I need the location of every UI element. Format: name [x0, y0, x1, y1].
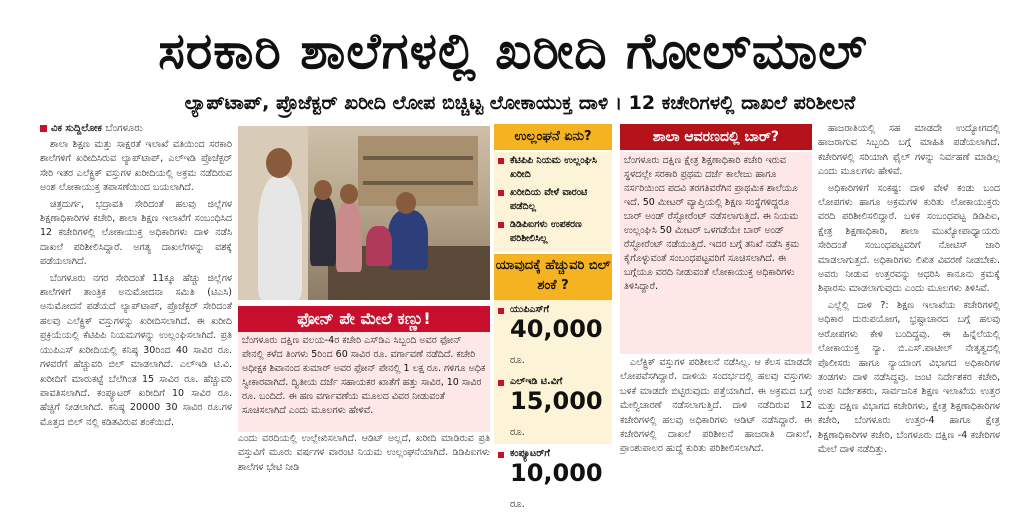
paragraph: ಬೆಂಗಳೂರು ನಗರ ಸೇರಿದಂತೆ 11ಕ್ಕೂ ಹೆಚ್ಚು ಜಿಲ್ಲೆಗಳ ಶಾಲೆಗಳಿಗೆ ತಾಂತ್ರಿಕ ಅನುಮೋದನಾ ಸಮಿತಿ (ಟಿಎಸಿ) ಅನುಮೋದನೆ ಪಡೆಯದೆ ಲ್ಯಾಪ್‌ಟಾಪ್, ಪ್ರೊಜೆಕ್ಟರ್ ಸೇರಿದಂತೆ ಹಲವು ಎಲೆಕ್ಟ್ರಿಕ್ ವಸ್ತುಗಳನ್ನು ಖರೀದಿಸಲಾಗಿದೆ. ಈ ಖರೀದಿ ಪ್ರಕ್ರಿಯೆಯಲ್ಲಿ ಕೆಟಿಪಿಪಿ ನಿಯಮಗಳನ್ನು ಉಲ್ಲಂಘಿಸಲಾಗಿದೆ. ಪ್ರತಿ ಯುಪಿಎಸ್ ಖರೀದಿಯಲ್ಲಿ ಕನಿಷ್ಠ 30ರಿಂದ 40 ಸಾವಿರ ರೂ. ಗಳವರೆಗೆ ಹೆಚ್ಚುವರಿ ಬಿಲ್ ಮಾಡಲಾಗಿದೆ. ಎಲ್‌ಇಡಿ ಟಿ.ವಿ. ಖರೀದಿಗೆ ಮಾರುಕಟ್ಟೆ ಬೆಲೆಗಿಂತ 15 ಸಾವಿರ ರೂ. ಹೆಚ್ಚುವರಿ ಪಾವತಿಸಲಾಗಿದೆ. ಕಂಪ್ಯೂಟರ್ ಖರೀದಿಗೆ 10 ಸಾವಿರ ರೂ. ಹೆಚ್ಚಿಗೆ ನೀಡಲಾಗಿದೆ. ಕನಿಷ್ಠ 20000 30 ಸಾವಿರ ರೂ.ಗಳ ಮೊತ್ತದ ಬಿಲ್ ನಲ್ಲಿ ಕಡಿತವಿರುವ ಶಂಕೆಯಿದೆ. [40, 272, 232, 428]
price-item [498, 376, 608, 446]
violation-item: ಖರೀದಿಯ ವೇಳೆ ವಾರಂಟಿ ಪಡೆದಿಲ್ಲ [498, 186, 608, 214]
paragraph: ಹಾಜರಾತಿಯಲ್ಲಿ ಸಹ ಮಾಡದೇ ಉದ್ಯೋಗದಲ್ಲಿ ಹಾಜರಾಗುವ ಸಿಬ್ಬಂದಿ ಬಗ್ಗೆ ಮಾಹಿತಿ ಪಡೆಯಲಾಗಿದೆ. ಕಚೇರಿಗಳಲ್ಲಿ ಸರಿಯಾಗಿ ಫೈಲ್ ಗಳನ್ನು ನಿರ್ವಹಣೆ ಮಾಡಿಲ್ಲ ಎಂದು ಮೂಲಗಳು ಹೇಳಿವೆ. [818, 123, 1000, 178]
price-value: 10,000 ರೂ. [510, 459, 603, 510]
price-item [498, 448, 608, 518]
price-label: ಕಂಪ್ಯೂಟರ್‌ಗೆ [510, 448, 550, 459]
price-value: 40,000 ರೂ. [510, 315, 603, 366]
violation-item: ಡಿಡಿಪಿಐಗಳು ಉಪಕರಣ ಪರಿಶೀಲಿಸಿಲ್ಲ [498, 218, 608, 246]
column-1 [40, 122, 232, 478]
byline-place: ಬೆಂಗಳೂರು [105, 123, 143, 134]
column-3-bottom [620, 356, 812, 478]
violations-box-title: ಉಲ್ಲಂಘನೆ ಏನು? [494, 124, 612, 150]
column-2-bottom [238, 432, 490, 478]
news-photo [238, 126, 490, 300]
violation-item: ಕೆಟಿಪಿಪಿ ನಿಯಮ ಉಲ್ಲಂಘಿಸಿ ಖರೀದಿ [498, 154, 608, 182]
extra-bill-box-title: ಯಾವುದಕ್ಕೆ ಹೆಚ್ಚುವರಿ ಬಿಲ್ ಶಂಕೆ ? [494, 254, 612, 300]
column-4 [818, 122, 1000, 478]
headline: ಸರಕಾರಿ ಶಾಲೆಗಳಲ್ಲಿ ಖರೀದಿ ಗೋಲ್‌ಮಾಲ್ [158, 22, 868, 80]
paragraph: ಎಂದು ವರದಿಯಲ್ಲಿ ಉಲ್ಲೇಖಿಸಲಾಗಿದೆ. ಆಡಿಟ್ ಅಲ್ಲದೆ, ಖರೀದಿ ಮಾಡಿರುವ ಪ್ರತಿ ವಸ್ತುವಿಗೆ ಮೂರು ವರ್ಷಗಳ ವಾರಂಟಿ ನಿಯಮ ಉಲ್ಲಂಘನೆಯಾಗಿದೆ. ಡಿಡಿಪಿಐಗಳು ಶಾಲೆಗಳ ಭೇಟಿ ನೀಡಿ [238, 433, 490, 473]
bar-box-text: ಬೆಂಗಳೂರು ದಕ್ಷಿಣ ಕ್ಷೇತ್ರ ಶಿಕ್ಷಣಾಧಿಕಾರಿ ಕಚೇರಿ ಇರುವ ಸ್ಥಳದಲ್ಲೇ ಸರಕಾರಿ ಪ್ರಥಮ ದರ್ಜೆ ಕಾಲೇಜು ಹಾಗೂ ನರ್ಸರಿಯಿಂದ ಪದವಿ ತರಗತಿವರೆಗಿನ ಪ್ರಾಥಮಿಕ ಶಾಲೆಯೂ ಇದೆ. 50 ಮೀಟರ್ ವ್ಯಾಪ್ತಿಯಲ್ಲಿ ಶಿಕ್ಷಣ ಸಂಸ್ಥೆಗಳಿದ್ದರೂ ಬಾರ್ ಅಂಡ್ ರೆಸ್ಟೋರೆಂಟ್ ನಡೆಸಲಾಗುತ್ತಿದೆ. ಈ ನಿಯಮ ಉಲ್ಲಂಘಿಸಿ 50 ಮೀಟರ್ ಒಳಗಡೆಯೇ ಬಾರ್ ಅಂಡ್ ರೆಸ್ಟೋರೆಂಟ್ ನಡೆಯುತ್ತಿದೆ. ಇದರ ಬಗ್ಗೆ ತನಿಖೆ ನಡೆಸಿ ಕ್ರಮ ಕೈಗೊಳ್ಳುವಂತೆ ಸಂಬಂಧಪಟ್ಟವರಿಗೆ ಸೂಚಿಸಲಾಗಿದೆ. ಈ ಬಗ್ಗೆಯೂ ವರದಿ ನೀಡುವಂತೆ ಲೋಕಾಯುಕ್ತ ಅಧಿಕಾರಿಗಳು ತಿಳಿಸಿದ್ದಾರೆ. [620, 152, 812, 354]
byline-square-icon [40, 125, 47, 132]
price-item [498, 304, 608, 374]
price-value: 15,000 ರೂ. [510, 387, 603, 438]
violations-list [494, 152, 612, 252]
paragraph: ಎಲ್ಲೆಲ್ಲಿ ದಾಳಿ ?: ಶಿಕ್ಷಣ ಇಲಾಖೆಯ ಕಚೇರಿಗಳಲ್ಲಿ ಅಧಿಕಾರ ದುರುಪಯೋಗ, ಭ್ರಷ್ಟಾಚಾರದ ಬಗ್ಗೆ ಹಲವು ಆರೋಪಗಳು ಕೇಳಿ ಬಂದಿದ್ದವು. ಈ ಹಿನ್ನೆಲೆಯಲ್ಲಿ ಲೋಕಾಯುಕ್ತ ನ್ಯಾ. ಬಿ.ಎಸ್.ಪಾಟೀಲ್ ನೇತೃತ್ವದಲ್ಲಿ ಪೊಲೀಸರು ಹಾಗೂ ನ್ಯಾಯಾಂಗ ವಿಭಾಗದ ಅಧಿಕಾರಿಗಳ ತಂಡಗಳು ದಾಳಿ ನಡೆಸಿದ್ದವು. ಜಂಟಿ ನಿರ್ದೇಶಕರ ಕಚೇರಿ, ಉಪ ನಿರ್ದೇಶಕರು, ಸಾರ್ವಜನಿಕ ಶಿಕ್ಷಣ ಇಲಾಖೆಯ ಉತ್ತರ ಮತ್ತು ದಕ್ಷಿಣ ವಿಭಾಗದ ಕಚೇರಿಗಳು, ಕ್ಷೇತ್ರ ಶಿಕ್ಷಣಾಧಿಕಾರಿಗಳ ಕಚೇರಿ, ಬೆಂಗಳೂರು ಉತ್ತರ-4 ಹಾಗೂ ಕ್ಷೇತ್ರ ಶಿಕ್ಷಣಾಧಿಕಾರಿಗಳ ಕಚೇರಿ, ಬೆಂಗಳೂರು ದಕ್ಷಿಣ -4 ಕಚೇರಿಗಳ ಮೇಲೆ ದಾಳಿ ನಡೆದಿತ್ತು. [818, 299, 1000, 455]
phonepe-box-text: ಬೆಂಗಳೂರು ದಕ್ಷಿಣ ವಲಯ-4ರ ಕಚೇರಿ ಎಸ್‌ಡಿಎ ಸಿಬ್ಬಂದಿ ಅವರ ಫೋನ್ ಪೇನಲ್ಲಿ ಕಳೆದ ತಿಂಗಳು 5ರಿಂದ 60 ಸಾವಿರ ರೂ. ವರ್ಗಾವಣೆ ನಡೆದಿದೆ. ಕಚೇರಿ ಅಧೀಕ್ಷಕ ಶಿವಾನಂದ ಕುಮಾರ್ ಅವರ ಫೋನ್ ಪೇನಲ್ಲಿ 1 ಲಕ್ಷ ರೂ. ಗಳಿಗೂ ಅಧಿಕ ಸ್ವೀಕಾರವಾಗಿದೆ. ದ್ವಿತೀಯ ದರ್ಜೆ ಸಹಾಯಕರ ಖಾತೆಗೆ ಹತ್ತು ಸಾವಿರ, 10 ಸಾವಿರ ರೂ. ಬಂದಿದೆ. ಈ ಹಣ ವರ್ಗಾವಣೆಯ ಮೂಲದ ವಿವರ ನೀಡುವಂತೆ ಸೂಚಿಸಲಾಗಿದೆ ಎಂದು ಮೂಲಗಳು ಹೇಳಿವೆ. [238, 332, 490, 432]
extra-bill-list [494, 300, 612, 510]
price-label: ಎಲ್‌ಇಡಿ ಟಿ.ವಿಗೆ [510, 376, 563, 387]
phonepe-box-title: ಫೋನ್ ಪೇ ಮೇಲೆ ಕಣ್ಣು! [238, 306, 490, 332]
paragraph: ಚಿತ್ರದುರ್ಗ, ಭದ್ರಾವತಿ ಸೇರಿದಂತೆ ಹಲವು ಜಿಲ್ಲೆಗಳ ಶಿಕ್ಷಣಾಧಿಕಾರಿಗಳ ಕಚೇರಿ, ಶಾಲಾ ಶಿಕ್ಷಣ ಇಲಾಖೆಗೆ ಸಂಬಂಧಿಸಿದ 12 ಕಚೇರಿಗಳಲ್ಲಿ ಲೋಕಾಯುಕ್ತ ಅಧಿಕಾರಿಗಳು ದಾಳಿ ನಡೆಸಿ ದಾಖಲೆ ಪರಿಶೀಲಿಸಿದ್ದಾರೆ. ಅಗತ್ಯ ದಾಖಲೆಗಳನ್ನು ವಶಕ್ಕೆ ಪಡೆಯಲಾಗಿದೆ. [40, 198, 232, 268]
price-label: ಯುಪಿಎಸ್‌ಗೆ [510, 304, 550, 315]
subheadline: ಲ್ಯಾಪ್‌ಟಾಪ್, ಪ್ರೊಜೆಕ್ಟರ್ ಖರೀದಿ ಲೋಪ ಬಿಚ್ಚಿಟ್ಟ ಲೋಕಾಯುಕ್ತ ದಾಳಿ । 12 ಕಚೇರಿಗಳಲ್ಲಿ ದಾಖಲೆ ಪರಿಶೀಲನೆ [184, 92, 856, 114]
paragraph: ಎಲೆಕ್ಟ್ರಿಕ್ ವಸ್ತುಗಳ ಪರಿಶೀಲನೆ ನಡೆಸಿಲ್ಲ. ಆ ಕೆಲಸ ಮಾಡದೇ ಲೋಪವೆಸಗಿದ್ದಾರೆ. ದಾಳಿಯ ಸಂದರ್ಭದಲ್ಲಿ ಹಲವು ವಸ್ತುಗಳು ಬಳಕೆ ಮಾಡದೇ ಬಿಟ್ಟಿರುವುದು ಪತ್ತೆಯಾಗಿದೆ. ಈ ಅಕ್ರಮದ ಬಗ್ಗೆ ಮೇಲ್ವಿಚಾರಣೆ ನಡೆಸಲಾಗುತ್ತಿದೆ. ದಾಳಿ ನಡೆದಿರುವ 12 ಕಚೇರಿಗಳಲ್ಲಿ ಹಲವು ಅಧಿಕಾರಿಗಳು ಆಡಿಟ್ ನಡೆಸಿದ್ದಾರೆ. ಈ ಕಚೇರಿಗಳಲ್ಲಿ ದಾಖಲೆ ಪರಿಶೀಲನೆ ಹಾಜರಾತಿ ದಾಖಲೆ, ಪ್ರಾಂಶುಪಾಲರ ಹುದ್ದೆ ಕುರಿತು ಪರಿಶೀಲಿಸಲಾಗಿದೆ. [620, 357, 812, 455]
byline [40, 122, 232, 136]
paragraph: ಅಧಿಕಾರಿಗಳಿಗೆ ಸಂಕಷ್ಟ: ದಾಳಿ ವೇಳೆ ಕಂಡು ಬಂದ ಲೋಪಗಳು ಹಾಗೂ ಅಕ್ರಮಗಳ ಕುರಿತು ಲೋಕಾಯುಕ್ತರು ವರದಿ ಪರಿಶೀಲಿಸಲಿದ್ದಾರೆ. ಬಳಿಕ ಸಂಬಂಧಪಟ್ಟ ಡಿಡಿಪಿಐ, ಕ್ಷೇತ್ರ ಶಿಕ್ಷಣಾಧಿಕಾರಿ, ಶಾಲಾ ಮುಖ್ಯೋಪಾಧ್ಯಾಯರು ಸೇರಿದಂತೆ ಸಂಬಂಧಪಟ್ಟವರಿಗೆ ನೋಟಿಸ್ ಜಾರಿ ಮಾಡಲಾಗುತ್ತದೆ. ಅಧಿಕಾರಿಗಳು ಲಿಖಿತ ವಿವರಣೆ ನೀಡಬೇಕು. ಅವರು ನೀಡುವ ಉತ್ತರವನ್ನು ಆಧರಿಸಿ ಕಾನೂನು ಕ್ರಮಕ್ಕೆ ಶಿಫಾರಸು ಮಾಡಲಾಗುವುದು ಎಂದು ಮೂಲಗಳು ತಿಳಿಸಿವೆ. [818, 182, 1000, 295]
bar-box-title: ಶಾಲಾ ಆವರಣದಲ್ಲಿ ಬಾರ್? [620, 124, 812, 150]
paragraph: ಶಾಲಾ ಶಿಕ್ಷಣ ಮತ್ತು ಸಾಕ್ಷರತೆ ಇಲಾಖೆ ವತಿಯಿಂದ ಸರಕಾರಿ ಶಾಲೆಗಳಿಗೆ ಖರೀದಿಸಿರುವ ಲ್ಯಾಪ್‌ಟಾಪ್, ಎಲ್‌ಇಡಿ ಪ್ರೊಜೆಕ್ಟರ್ ಸೇರಿ ಇತರ ಎಲೆಕ್ಟ್ರಿಕ್ ವಸ್ತುಗಳ ಖರೀದಿಯಲ್ಲಿ ಅಕ್ರಮ ನಡೆದಿರುವ ಅಂಶ ಲೋಕಾಯುಕ್ತ ತಪಾಸಣೆಯಿಂದ ಬಯಲಾಗಿದೆ. [40, 139, 232, 194]
byline-source: ವಿಕ ಸುದ್ದಿಲೋಕ [51, 123, 102, 134]
